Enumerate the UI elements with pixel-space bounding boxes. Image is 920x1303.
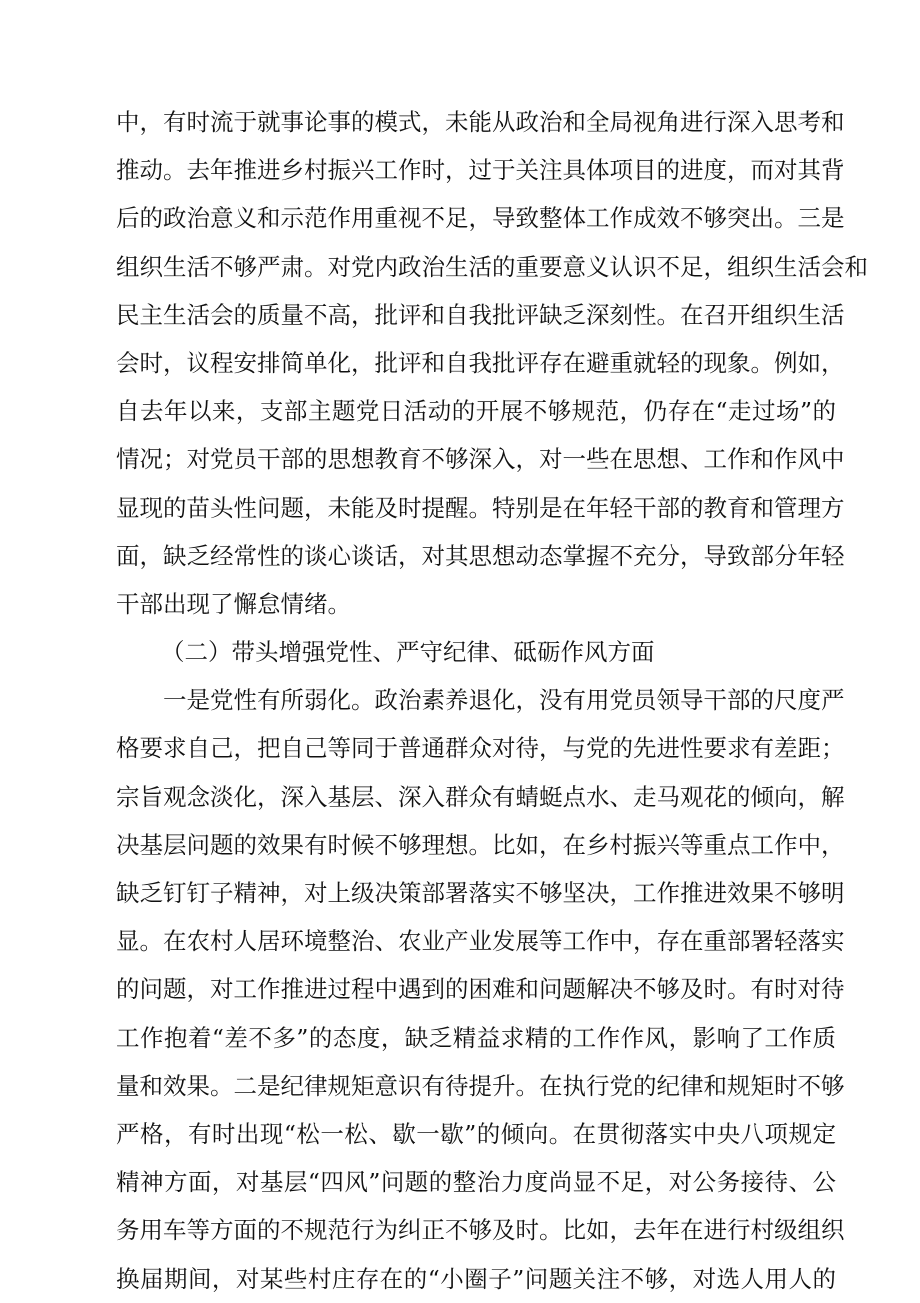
text-line: 换届期间，对某些村庄存在的“小圈子”问题关注不够，对选人用人的 bbox=[116, 1264, 836, 1293]
text-line: 量和效果。二是纪律规矩意识有待提升。在执行党的纪律和规矩时不够 bbox=[116, 1071, 845, 1100]
text-line: 格要求自己，把自己等同于普通群众对待，与党的先进性要求有差距； bbox=[116, 734, 845, 763]
text-line: 宗旨观念淡化，深入基层、深入群众有蜻蜓点水、走马观花的倾向，解 bbox=[116, 782, 845, 811]
text-line: 决基层问题的效果有时候不够理想。比如，在乡村振兴等重点工作中， bbox=[116, 830, 845, 859]
section-heading bbox=[116, 628, 836, 676]
text-line: 中，有时流于就事论事的模式，未能从政治和全局视角进行深入思考和 bbox=[116, 108, 845, 136]
text-line: 严格，有时出现“松一松、歇一歇”的倾向。在贯彻落实中央八项规定 bbox=[116, 1119, 836, 1148]
text-line: 缺乏钉钉子精神，对上级决策部署落实不够坚决，工作推进效果不够明 bbox=[116, 879, 845, 907]
text-line: 务用车等方面的不规范行为纠正不够及时。比如，去年在进行村级组织 bbox=[116, 1216, 845, 1245]
paragraph bbox=[116, 676, 845, 1302]
text-line: 自去年以来，支部主题党日活动的开展不够规范，仍存在“走过场”的 bbox=[116, 397, 836, 426]
text-line: 工作抱着“差不多”的态度，缺乏精益求精的工作作风，影响了工作质 bbox=[116, 1023, 836, 1052]
text-line: 会时，议程安排简单化，批评和自我批评存在避重就轻的现象。例如， bbox=[116, 348, 845, 377]
text-line: 干部出现了懈怠情绪。 bbox=[116, 589, 351, 618]
text-line: 民主生活会的质量不高，批评和自我批评缺乏深刻性。在召开组织生活 bbox=[116, 300, 845, 329]
text-line: 显现的苗头性问题，未能及时提醒。特别是在年轻干部的教育和管理方 bbox=[116, 493, 845, 522]
text-line: 情况；对党员干部的思想教育不够深入，对一些在思想、工作和作风中 bbox=[116, 445, 845, 474]
text-line: 显。在农村人居环境整治、农业产业发展等工作中，存在重部署轻落实 bbox=[116, 927, 845, 956]
text-line: 的问题，对工作推进过程中遇到的困难和问题解决不够及时。有时对待 bbox=[116, 975, 845, 1004]
document-body bbox=[116, 98, 868, 1303]
paragraph bbox=[116, 98, 868, 628]
text-line: 一是党性有所弱化。政治素养退化，没有用党员领导干部的尺度严 bbox=[163, 686, 845, 715]
text-line: 精神方面，对基层“四风”问题的整治力度尚显不足，对公务接待、公 bbox=[116, 1168, 836, 1197]
text-line: 推动。去年推进乡村振兴工作时，过于关注具体项目的进度，而对其背 bbox=[116, 156, 845, 185]
text-line: 组织生活不够严肃。对党内政治生活的重要意义认识不足，组织生活会和 bbox=[116, 252, 868, 281]
text-line: 后的政治意义和示范作用重视不足，导致整体工作成效不够突出。三是 bbox=[116, 204, 845, 233]
section-heading-text: （二）带头增强党性、严守纪律、砥砺作风方面 bbox=[161, 638, 655, 667]
text-line: 面，缺乏经常性的谈心谈话，对其思想动态掌握不充分，导致部分年轻 bbox=[116, 541, 845, 570]
